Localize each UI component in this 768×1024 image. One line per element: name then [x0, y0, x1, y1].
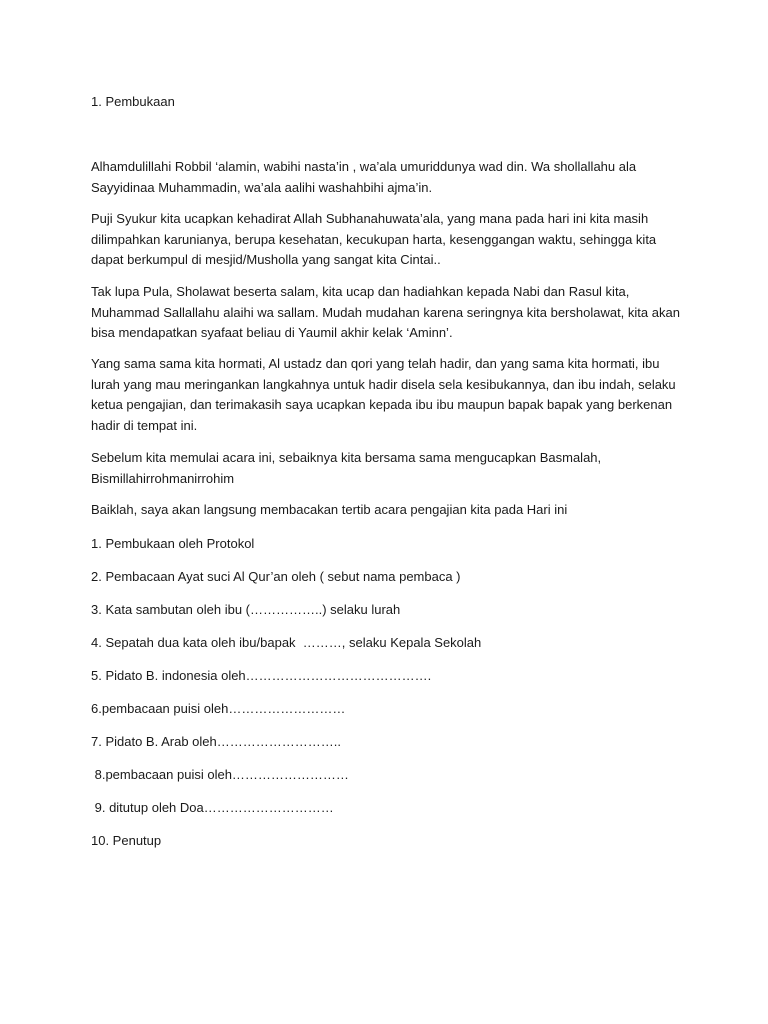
agenda-item: 3. Kata sambutan oleh ibu (……………..) selaku lurah	[91, 602, 401, 617]
agenda-item: 9. ditutup oleh Doa…………………………	[91, 800, 334, 815]
paragraph-gratitude: Puji Syukur kita ucapkan kehadirat Allah Subhanahuwata’ala, yang mana pada hari ini kita masih dilimpahkan karunianya, berupa kesehatan, kecukupan harta, kesenggangan waktu, sehingga kita dapat berkumpul di mesjid/Musholla yang sangat kita Cintai..	[91, 211, 657, 268]
paragraph-basmalah: Sebelum kita memulai acara ini, sebaiknya kita bersama sama mengucapkan Basmalah, Bismillahirrohmanirrohim	[91, 450, 602, 486]
agenda-item: 7. Pidato B. Arab oleh………………………..	[91, 734, 341, 749]
paragraph-agenda-intro: Baiklah, saya akan langsung membacakan tertib acara pengajian kita pada Hari ini	[91, 502, 568, 517]
agenda-item: 4. Sepatah dua kata oleh ibu/bapak ………, selaku Kepala Sekolah	[91, 635, 482, 650]
paragraph-sholawat: Tak lupa Pula, Sholawat beserta salam, kita ucap dan hadiahkan kepada Nabi dan Rasul kita, Muhammad Sallallahu alaihi wa sallam. Mudah mudahan karena seringnya kita bersholawat, kita akan bisa mendapatkan syafaat beliau di Yaumil akhir kelak ‘Aminn’.	[91, 284, 680, 341]
agenda-item: 6.pembacaan puisi oleh………………………	[91, 701, 346, 716]
paragraph-opening: Alhamdulillahi Robbil ‘alamin, wabihi nasta’in , wa’ala umuriddunya wad din. Wa shollallahu ala Sayyidinaa Muhammadin, wa’ala aalihi washahbihi ajma’in.	[91, 159, 637, 195]
agenda-item: 10. Penutup	[91, 833, 162, 848]
agenda-item: 2. Pembacaan Ayat suci Al Qur’an oleh ( sebut nama pembaca )	[91, 569, 461, 584]
section-heading: 1. Pembukaan	[91, 94, 175, 109]
agenda-item: 5. Pidato B. indonesia oleh…………………………………….	[91, 668, 432, 683]
agenda-item: 1. Pembukaan oleh Protokol	[91, 536, 255, 551]
paragraph-greetings: Yang sama sama kita hormati, Al ustadz dan qori yang telah hadir, dan yang sama kita hormati, ibu lurah yang mau meringankan langkahnya untuk hadir disela sela kesibukannya, dan ibu indah, selaku ketua pengajian, dan terimakasih saya ucapkan kepada ibu ibu maupun bapak bapak yang berkenan hadir di tempat ini.	[91, 356, 676, 433]
agenda-item: 8.pembacaan puisi oleh………………………	[91, 767, 349, 782]
